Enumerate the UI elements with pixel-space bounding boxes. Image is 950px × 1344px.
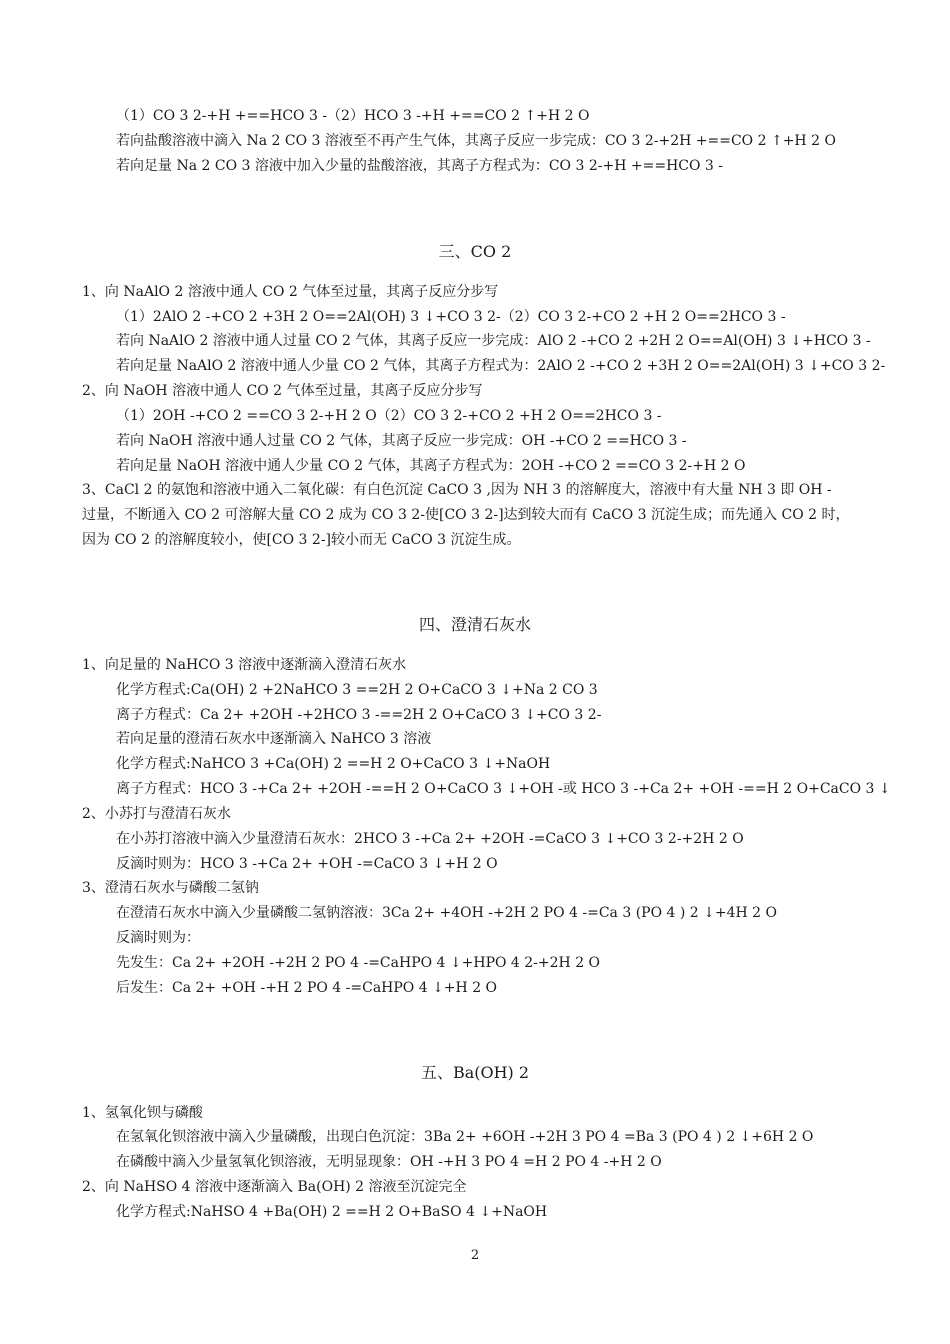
section-heading-limewater: 四、澄清石灰水 [418,615,531,634]
text-line: 1、向足量的 NaHCO 3 溶液中逐渐滴入澄清石灰水 [82,657,407,673]
section-heading-co2: 三、CO 2 [438,242,512,261]
text-line: 若向 NaAlO 2 溶液中通人过量 CO 2 气体，其离子反应一步完成：AlO 2 -+CO 2 +2H 2 O==Al(OH) 3 ↓+HCO 3 - [116,333,871,349]
text-line: 因为 CO 2 的溶解度较小，使[CO 3 2-]较小而无 CaCO 3 沉淀生成。 [82,532,521,548]
text-line: 3、澄清石灰水与磷酸二氢钠 [82,880,259,896]
text-line: 2、向 NaHSO 4 溶液中逐渐滴入 Ba(OH) 2 溶液至沉淀完全 [82,1179,467,1195]
text-line: 2、向 NaOH 溶液中通人 CO 2 气体至过量，其离子反应分步写 [82,383,483,399]
text-line: 在磷酸中滴入少量氢氧化钡溶液，无明显现象：OH -+H 3 PO 4 =H 2 PO 4 -+H 2 O [116,1154,662,1170]
text-line: 反滴时则为：HCO 3 -+Ca 2+ +OH -=CaCO 3 ↓+H 2 O [116,856,498,872]
text-line: 在氢氧化钡溶液中滴入少量磷酸，出现白色沉淀：3Ba 2+ +6OH -+2H 3 PO 4 =Ba 3 (PO 4 ) 2 ↓+6H 2 O [116,1129,814,1145]
text-line: 若向盐酸溶液中滴入 Na 2 CO 3 溶液至不再产生气体，其离子反应一步完成：CO 3 2-+2H +==CO 2 ↑+H 2 O [116,133,836,149]
text-line: 若向足量 NaAlO 2 溶液中通人少量 CO 2 气体，其离子方程式为：2AlO 2 -+CO 2 +3H 2 O==2Al(OH) 3 ↓+CO 3 2- [116,358,886,374]
text-line: 3、CaCl 2 的氨饱和溶液中通入二氧化碳：有白色沉淀 CaCO 3 ,因为 NH 3 的溶解度大，溶液中有大量 NH 3 即 OH - [82,482,832,498]
text-line: 过量，不断通入 CO 2 可溶解大量 CO 2 成为 CO 3 2-使[CO 3 2-]达到较大而有 CaCO 3 沉淀生成；而先通入 CO 2 时， [82,507,850,523]
section-heading-baoh2: 五、Ba(OH) 2 [420,1063,530,1082]
text-line: 若向足量 NaOH 溶液中通人少量 CO 2 气体，其离子方程式为：2OH -+CO 2 ==CO 3 2-+H 2 O [116,458,746,474]
text-line: 2、小苏打与澄清石灰水 [82,806,231,822]
text-line: 在澄清石灰水中滴入少量磷酸二氢钠溶液：3Ca 2+ +4OH -+2H 2 PO 4 -=Ca 3 (PO 4 ) 2 ↓+4H 2 O [116,905,777,921]
page-number: 2 [470,1248,480,1263]
text-line: （1）CO 3 2-+H +==HCO 3 -（2）HCO 3 -+H +==CO 2 ↑+H 2 O [116,108,590,124]
text-line: 化学方程式:Ca(OH) 2 +2NaHCO 3 ==2H 2 O+CaCO 3 ↓+Na 2 CO 3 [116,682,598,698]
text-line: 1、向 NaAlO 2 溶液中通人 CO 2 气体至过量，其离子反应分步写 [82,284,499,300]
text-line: 化学方程式:NaHCO 3 +Ca(OH) 2 ==H 2 O+CaCO 3 ↓+NaOH [116,756,551,772]
text-line: （1）2AlO 2 -+CO 2 +3H 2 O==2Al(OH) 3 ↓+CO 3 2-（2）CO 3 2-+CO 2 +H 2 O==2HCO 3 - [116,309,786,325]
text-line: 离子方程式：HCO 3 -+Ca 2+ +2OH -==H 2 O+CaCO 3 ↓+OH -或 HCO 3 -+Ca 2+ +OH -==H 2 O+CaCO 3 ↓ [116,781,891,797]
text-line: 若向足量的澄清石灰水中逐渐滴入 NaHCO 3 溶液 [116,731,432,747]
text-line: 若向 NaOH 溶液中通人过量 CO 2 气体，其离子反应一步完成：OH -+CO 2 ==HCO 3 - [116,433,687,449]
text-line: 后发生：Ca 2+ +OH -+H 2 PO 4 -=CaHPO 4 ↓+H 2 O [116,980,498,996]
text-line: 反滴时则为： [116,930,200,946]
text-line: （1）2OH -+CO 2 ==CO 3 2-+H 2 O（2）CO 3 2-+CO 2 +H 2 O==2HCO 3 - [116,408,662,424]
text-line: 先发生：Ca 2+ +2OH -+2H 2 PO 4 -=CaHPO 4 ↓+HPO 4 2-+2H 2 O [116,955,601,971]
text-line: 1、氢氧化钡与磷酸 [82,1105,203,1121]
text-line: 离子方程式：Ca 2+ +2OH -+2HCO 3 -==2H 2 O+CaCO 3 ↓+CO 3 2- [116,707,602,723]
text-line: 若向足量 Na 2 CO 3 溶液中加入少量的盐酸溶液，其离子方程式为：CO 3 2-+H +==HCO 3 - [116,158,724,174]
text-line: 化学方程式:NaHSO 4 +Ba(OH) 2 ==H 2 O+BaSO 4 ↓+NaOH [116,1204,548,1220]
text-line: 在小苏打溶液中滴入少量澄清石灰水：2HCO 3 -+Ca 2+ +2OH -=CaCO 3 ↓+CO 3 2-+2H 2 O [116,831,744,847]
